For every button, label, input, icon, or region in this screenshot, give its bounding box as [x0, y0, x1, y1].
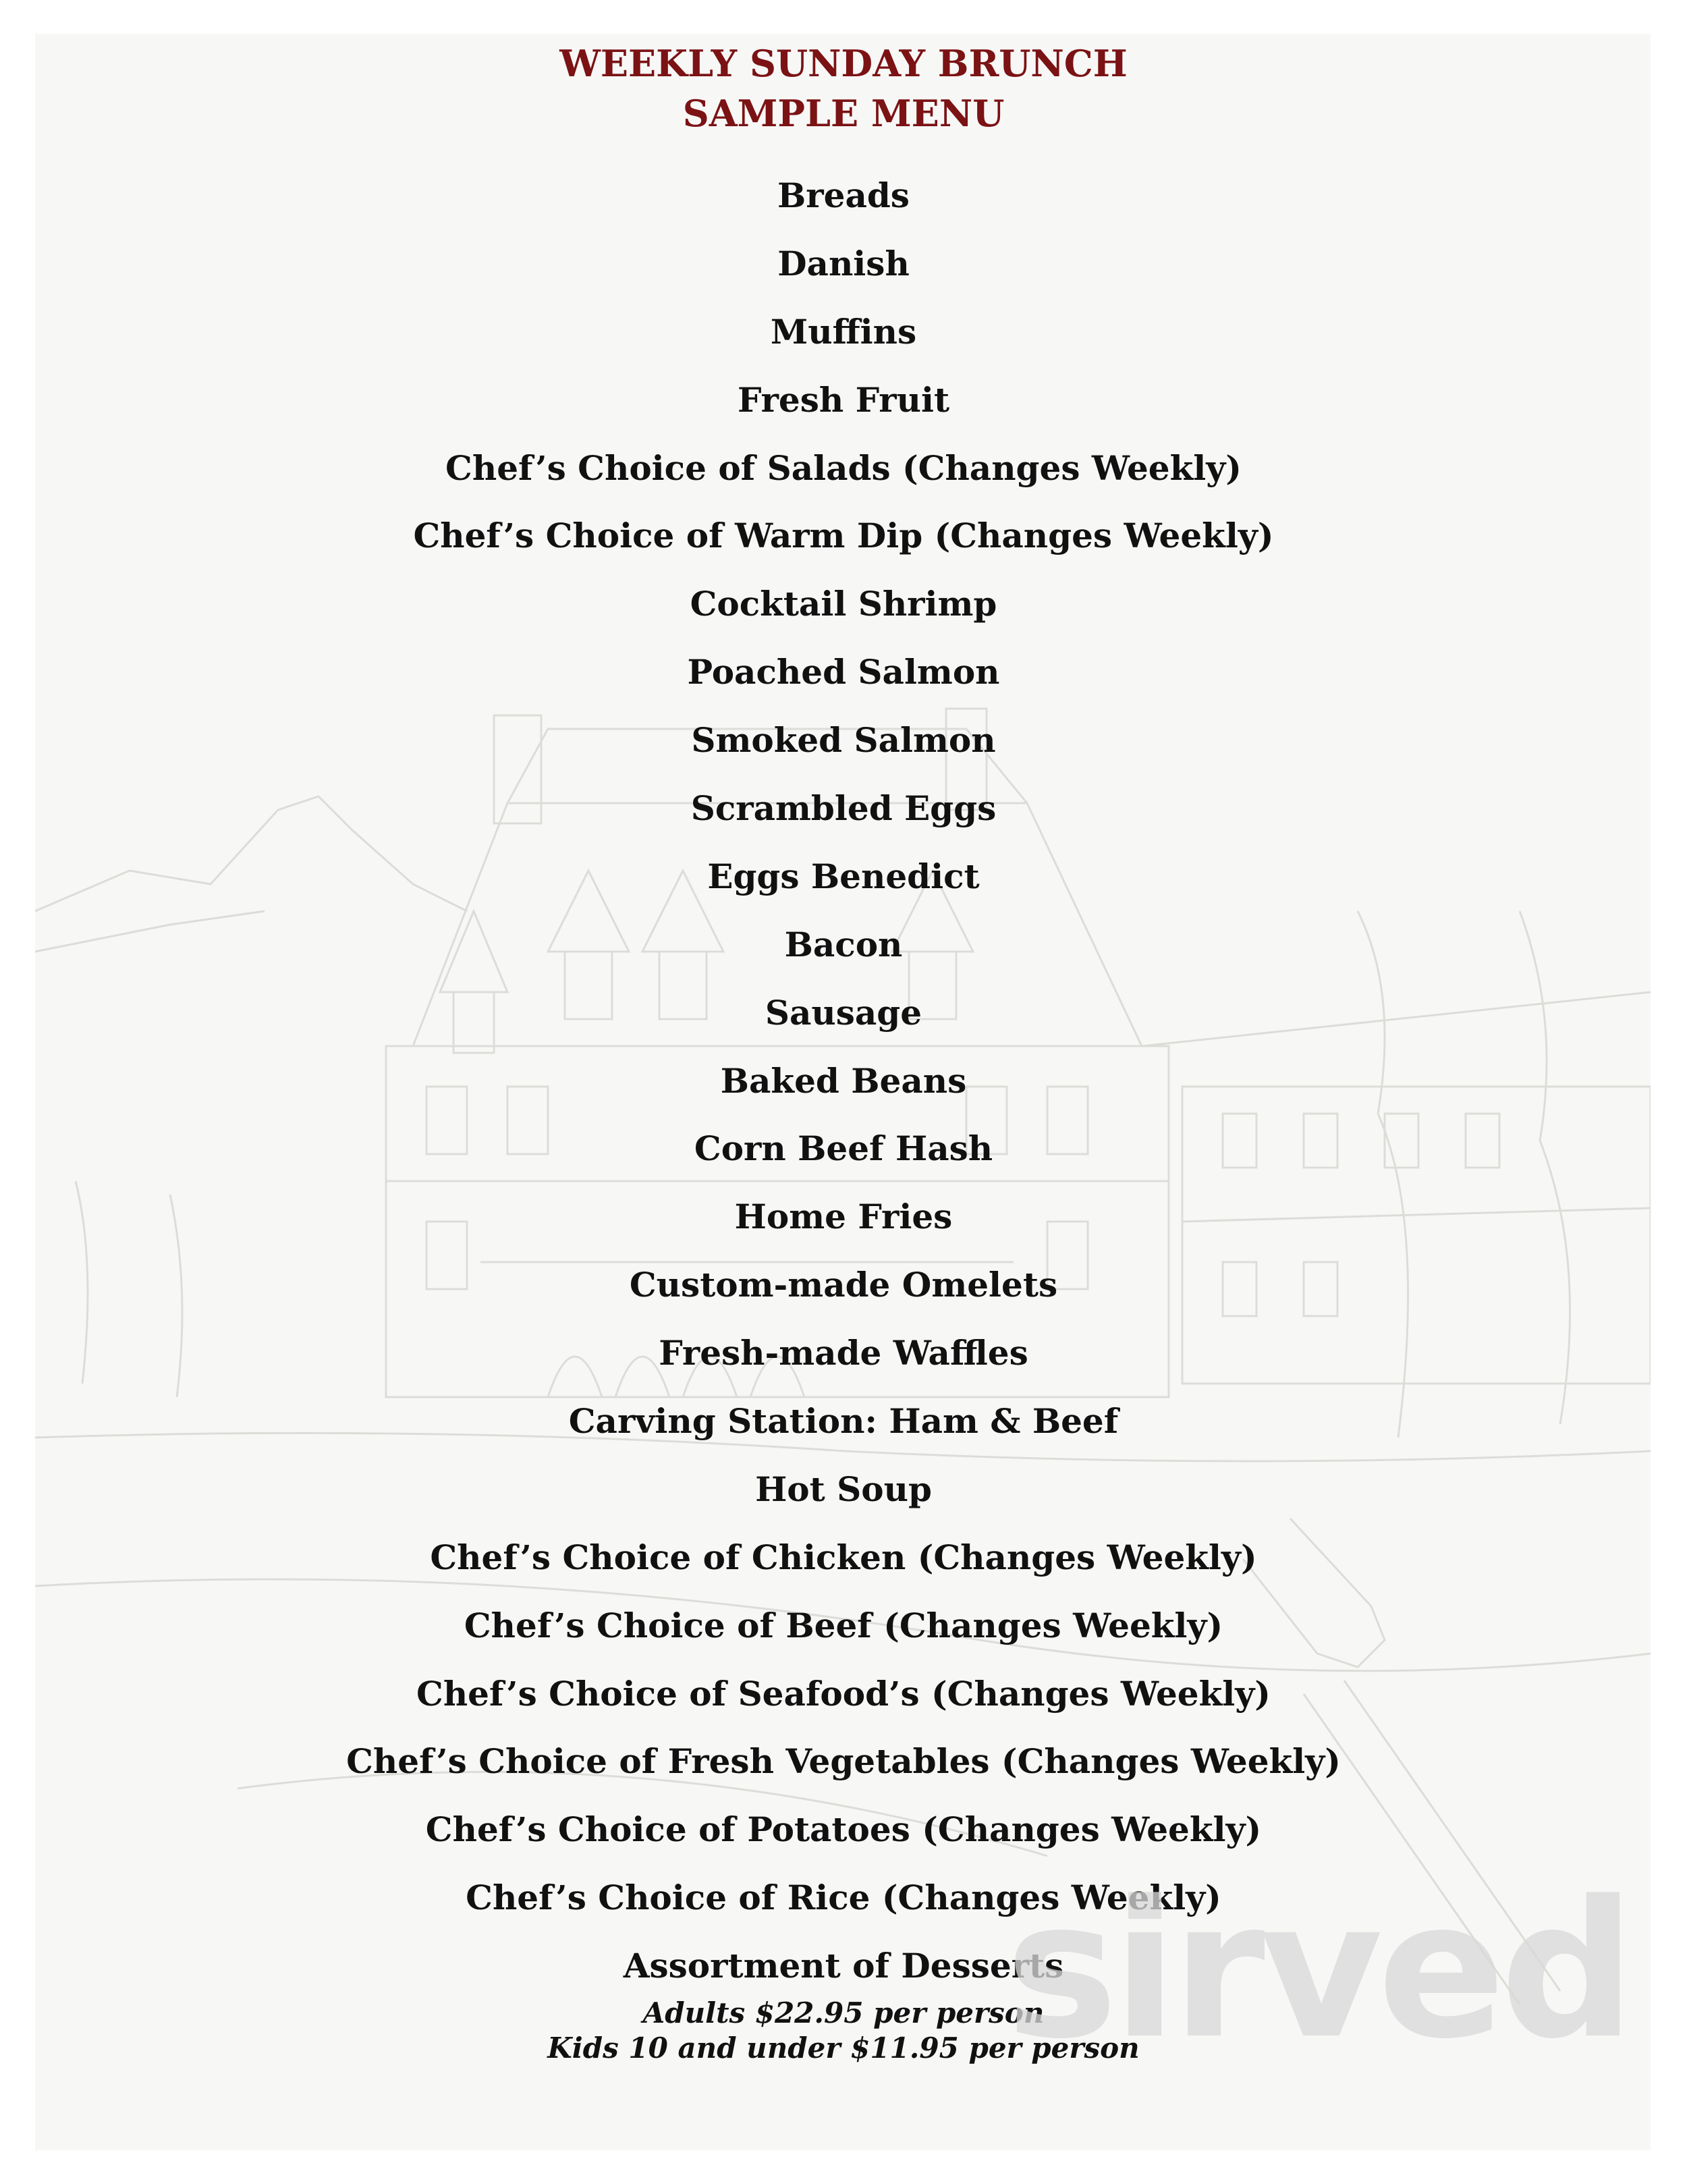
menu-item: Chef’s Choice of Warm Dip (Changes Weekly): [413, 516, 1274, 556]
adult-price: Adults $22.95 per person: [642, 1996, 1045, 2029]
menu-item: Sausage: [765, 992, 922, 1033]
menu-item: Chef’s Choice of Potatoes (Changes Weekly): [425, 1809, 1262, 1850]
menu-item: Cocktail Shrimp: [690, 584, 997, 624]
menu-title-line-1: WEEKLY SUNDAY BRUNCH: [559, 42, 1128, 85]
menu-item: Baked Beans: [720, 1060, 967, 1101]
menu-item: Scrambled Eggs: [690, 788, 997, 829]
menu-item: Chef’s Choice of Chicken (Changes Weekly): [430, 1537, 1257, 1577]
menu-item: Assortment of Desserts: [623, 1946, 1064, 1986]
menu-item: Bacon: [784, 924, 903, 964]
menu-item: Custom-made Omelets: [629, 1265, 1058, 1305]
menu-item: Danish: [777, 243, 910, 283]
menu-title-line-2: SAMPLE MENU: [682, 92, 1005, 135]
menu-item: Fresh-made Waffles: [659, 1333, 1028, 1373]
menu-item: Chef’s Choice of Seafood’s (Changes Weekly): [416, 1673, 1271, 1714]
menu-item: Smoked Salmon: [691, 720, 996, 761]
menu-item: Chef’s Choice of Beef (Changes Weekly): [464, 1605, 1223, 1645]
menu-item: Poached Salmon: [687, 652, 1000, 692]
menu-item: Muffins: [770, 311, 917, 352]
menu-item: Fresh Fruit: [737, 379, 950, 420]
menu-item: Hot Soup: [755, 1469, 932, 1509]
menu-item: Chef’s Choice of Fresh Vegetables (Changes Weekly): [346, 1741, 1341, 1782]
sirved-watermark-logo: sirved: [1005, 1861, 1630, 2081]
menu-item: Corn Beef Hash: [694, 1128, 993, 1169]
menu-item: Breads: [777, 175, 910, 215]
menu-item: Home Fries: [734, 1197, 953, 1237]
kids-price: Kids 10 and under $11.95 per person: [547, 2031, 1140, 2065]
menu-item: Eggs Benedict: [707, 856, 980, 896]
menu-item: Chef’s Choice of Salads (Changes Weekly): [445, 447, 1242, 488]
menu-item: Carving Station: Ham & Beef: [568, 1401, 1119, 1442]
menu-item: Chef’s Choice of Rice (Changes Weekly): [466, 1878, 1221, 1918]
menu-item-list: [0, 170, 1687, 2009]
